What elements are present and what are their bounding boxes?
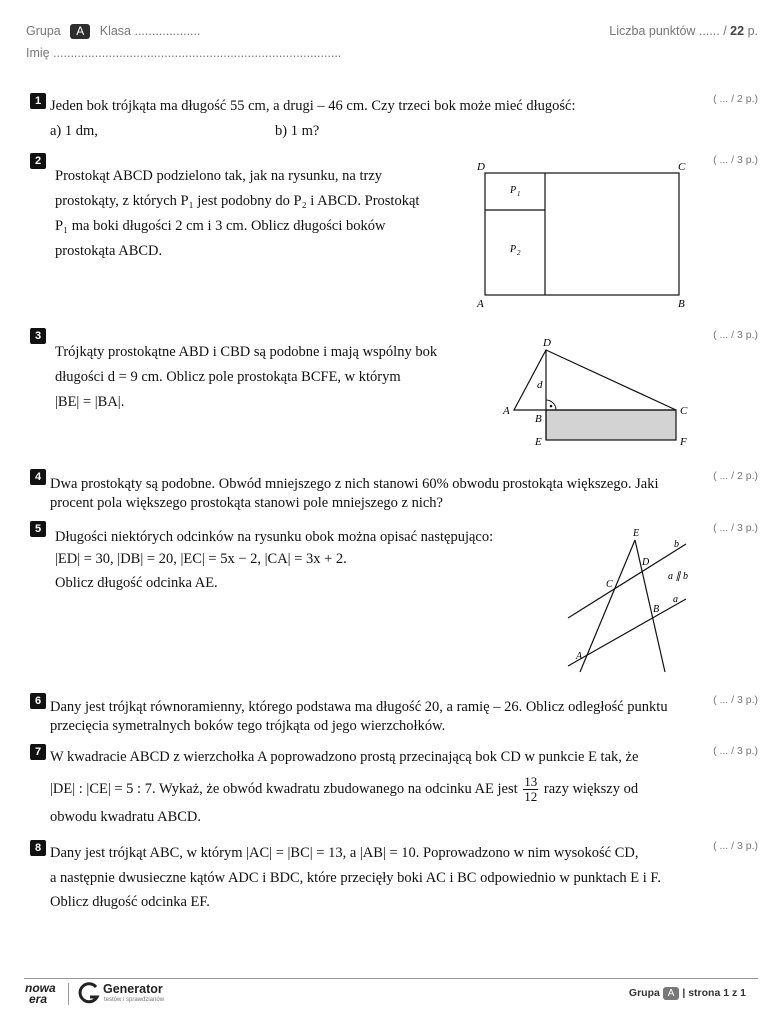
- task-number-4: 4: [30, 469, 46, 485]
- label-P1: P: [510, 185, 517, 196]
- label-A: A: [503, 405, 510, 417]
- task-4-line-2: procent pola większego prostokąta stanowi pole mniejszego z nich?: [50, 495, 443, 511]
- task-points-7: ( ... / 3 p.): [713, 745, 758, 757]
- label-C: C: [678, 161, 686, 173]
- task-3-triangle-figure: [500, 333, 695, 453]
- label-D: D: [477, 161, 485, 173]
- task-1-option-b: b) 1 m?: [275, 123, 320, 139]
- label-P2: P: [510, 244, 517, 255]
- task-7-line-2-end: razy większy od: [543, 780, 639, 797]
- footer-page-number: | strona 1 z 1: [682, 987, 746, 999]
- footer-logo-separator: [68, 983, 69, 1005]
- task-2-line-3: P₁ ma boki długości 2 cm i 3 cm. Oblicz długości boków: [55, 218, 386, 234]
- points-label: Liczba punktów ...... /: [609, 24, 727, 38]
- task-number-1: 1: [30, 93, 46, 109]
- label-D: D: [642, 557, 650, 568]
- nowa-era-logo: [25, 983, 61, 1005]
- task-8-line-1: Dany jest trójkąt ABC, w którym |AC| = |BC| = 13, a |AB| = 10. Poprowadzono w nim wysokość CD,: [50, 845, 639, 861]
- group-badge: A: [70, 24, 90, 39]
- label-P1-sub: 1: [517, 190, 521, 198]
- task-number-2: 2: [30, 153, 46, 169]
- task-2-line-1: Prostokąt ABCD podzielono tak, jak na rysunku, na trzy: [55, 168, 383, 184]
- label-A: A: [477, 298, 484, 310]
- task-points-1: ( ... / 2 p.): [713, 93, 758, 105]
- generator-title: Generator: [103, 982, 163, 996]
- name-field: Imię ...................................................................................: [26, 46, 342, 60]
- label-E: E: [535, 436, 542, 448]
- task-5-line-2: |ED| = 30, |DB| = 20, |EC| = 5x − 2, |CA| = 3x + 2.: [55, 551, 347, 567]
- header-group: [26, 24, 200, 39]
- task-8-line-3: Oblicz długość odcinka EF.: [50, 894, 210, 910]
- points-suffix: p.: [747, 24, 758, 38]
- task-5-line-1: Długości niektórych odcinków na rysunku obok można opisać następująco:: [55, 529, 494, 545]
- footer-page-info: [629, 987, 746, 1000]
- task-5-parallel-lines-figure: [560, 522, 700, 677]
- label-a: a: [673, 594, 678, 605]
- class-field: Klasa ...................: [99, 24, 201, 38]
- task-7-line-3: obwodu kwadratu ABCD.: [50, 809, 202, 825]
- task-7-line-2: [50, 775, 638, 804]
- task-number-6: 6: [30, 693, 46, 709]
- fraction-denominator: 12: [524, 789, 538, 804]
- task-number-3: 3: [30, 328, 46, 344]
- label-B: B: [653, 604, 660, 615]
- task-number-8: 8: [30, 840, 46, 856]
- task-points-6: ( ... / 3 p.): [713, 694, 758, 706]
- label-E: E: [633, 528, 640, 539]
- generator-logo-icon: [77, 982, 101, 1006]
- task-5-line-3: Oblicz długość odcinka AE.: [55, 575, 218, 591]
- task-8-line-2: a następnie dwusieczne kątów ADC i BDC, które przecięły boki AC i BC odpowiednio w punktach E i F.: [50, 870, 661, 886]
- task-points-8: ( ... / 3 p.): [713, 840, 758, 852]
- footer-divider: [24, 978, 758, 979]
- label-d: d: [537, 379, 543, 391]
- task-3-line-3: |BE| = |BA|.: [55, 394, 125, 410]
- fraction-13-12: [523, 775, 538, 804]
- footer-group-label: Grupa: [628, 987, 660, 999]
- group-label: Grupa: [26, 24, 61, 38]
- points-total: 22: [730, 24, 745, 38]
- header-points: [609, 24, 758, 38]
- task-points-5: ( ... / 3 p.): [713, 522, 758, 534]
- task-2-line-4: prostokąta ABCD.: [55, 243, 163, 259]
- logo-line-1: nowa: [25, 981, 56, 995]
- task-number-7: 7: [30, 744, 46, 760]
- task-points-3: ( ... / 3 p.): [713, 329, 758, 341]
- task-2-line-2: prostokąty, z których P₁ jest podobny do P₂ i ABCD. Prostokąt: [55, 193, 420, 209]
- task-2-rectangle-figure: [470, 158, 700, 313]
- label-B: B: [678, 298, 685, 310]
- footer-group-badge: A: [663, 987, 680, 1000]
- task-4-line-1: Dwa prostokąty są podobne. Obwód mniejszego z nich stanowi 60% obwodu prostokąta większego. Jaki: [50, 476, 659, 492]
- label-a-parallel-b: a ∥ b: [668, 571, 688, 582]
- task-number-5: 5: [30, 521, 46, 537]
- label-C: C: [680, 405, 688, 417]
- label-B: B: [535, 413, 542, 425]
- task-points-4: ( ... / 2 p.): [713, 470, 758, 482]
- task-1-option-a: a) 1 dm,: [50, 123, 98, 139]
- task-6-line-2: przecięcia symetralnych boków tego trójkąta od jego wierzchołków.: [50, 718, 446, 734]
- task-7-line-1: W kwadracie ABCD z wierzchołka A poprowadzono prostą przecinającą bok CD w punkcie E tak, że: [50, 749, 639, 765]
- task-7-line-2-text: |DE| : |CE| = 5 : 7. Wykaż, że obwód kwadratu zbudowanego na odcinku AE jest: [50, 780, 518, 797]
- fraction-numerator: 13: [524, 774, 538, 789]
- task-1-text: Jeden bok trójkąta ma długość 55 cm, a drugi – 46 cm. Czy trzeci bok może mieć długość:: [50, 98, 576, 114]
- label-C: C: [606, 579, 613, 590]
- label-b: b: [674, 539, 679, 550]
- task-6-line-1: Dany jest trójkąt równoramienny, którego podstawa ma długość 20, a ramię – 26. Oblicz odległość punktu: [50, 699, 668, 715]
- task-3-line-1: Trójkąty prostokątne ABD i CBD są podobne i mają wspólny bok: [55, 344, 438, 360]
- task-3-line-2: długości d = 9 cm. Oblicz pole prostokąta BCFE, w którym: [55, 369, 401, 385]
- label-D: D: [543, 337, 551, 349]
- task-points-2: ( ... / 3 p.): [713, 154, 758, 166]
- label-P2-sub: 2: [517, 249, 521, 257]
- label-F: F: [680, 436, 687, 448]
- generator-subtitle: testów i sprawdzianów: [104, 997, 165, 1003]
- logo-line-2: era: [29, 992, 48, 1006]
- label-A: A: [576, 651, 583, 662]
